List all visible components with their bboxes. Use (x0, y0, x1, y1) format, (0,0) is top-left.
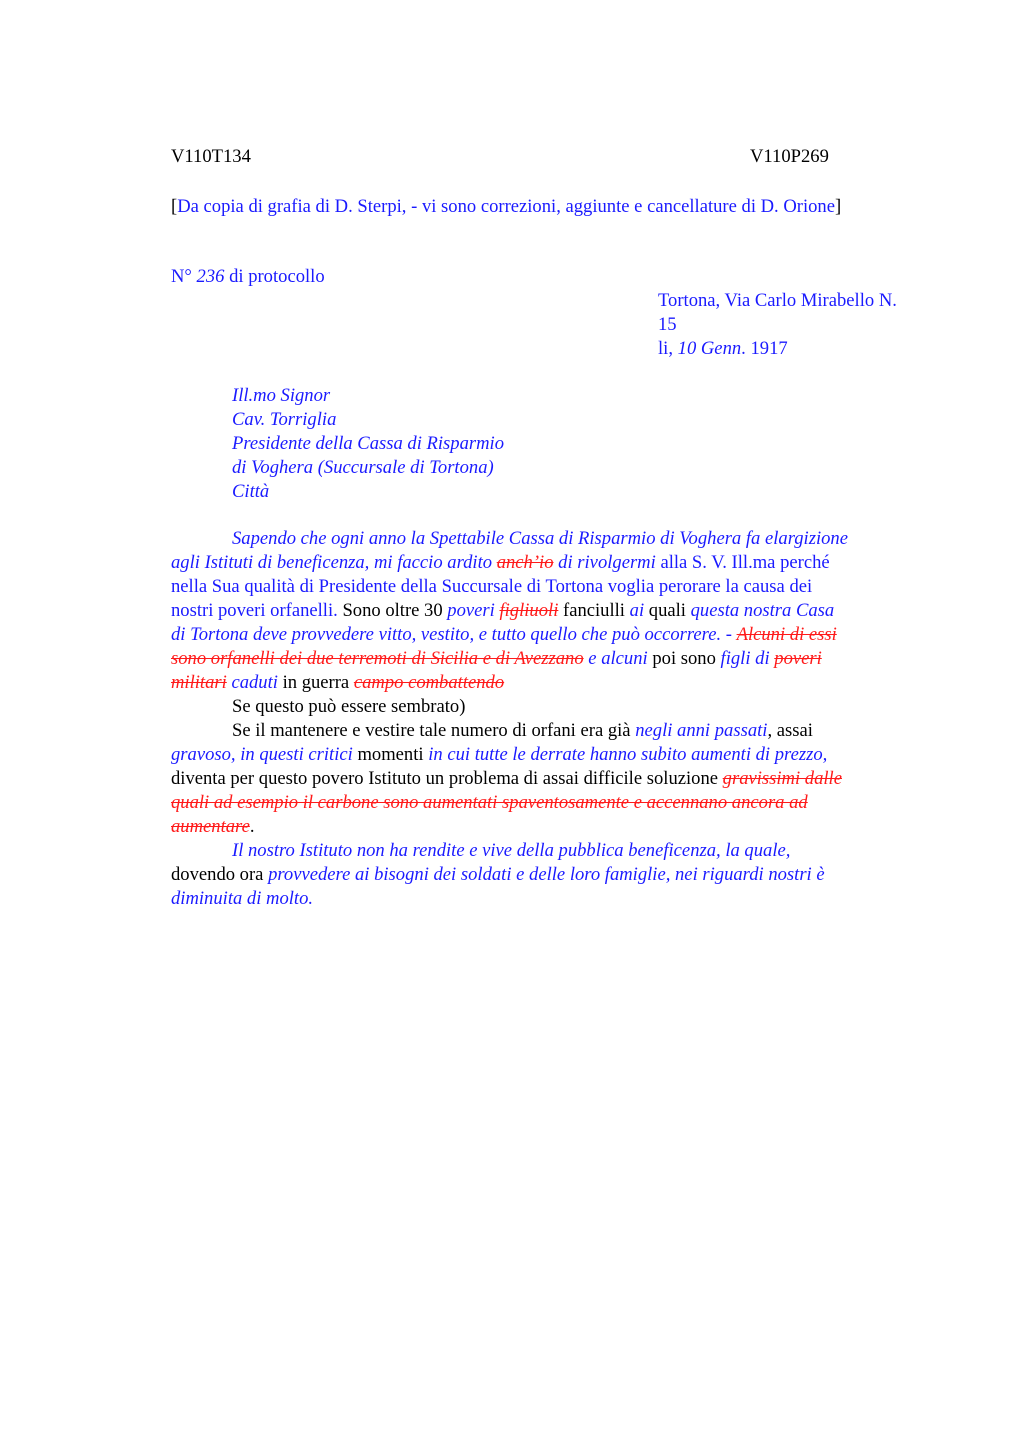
p1-line-4 (171, 599, 834, 623)
p3-line-3 (171, 767, 842, 791)
p4-l2-a: dovendo ora (171, 864, 264, 885)
p1-l4-g: questa nostra Casa (690, 600, 835, 621)
recipient-line-1: Ill.mo Signor (232, 385, 331, 406)
p3-l3-deleted: gravissimi dalle (722, 768, 842, 789)
p3-line-1 (232, 719, 813, 743)
p1-l7-deleted-2: campo combattendo (353, 672, 505, 693)
p1-l7-deleted: militari (171, 672, 227, 693)
date-line (658, 337, 897, 361)
p3-line-4 (171, 791, 808, 815)
p1-l6-deleted-2: poveri (774, 648, 822, 669)
p1-l7-a: caduti (231, 672, 278, 693)
source-note (171, 196, 841, 218)
p1-l6-deleted: sono orfanelli dei due terremoti di Sicilia e di Avezzano (171, 648, 584, 669)
p1-line-3: nella Sua qualità di Presidente della Succursale di Tortona voglia perorare la causa dei (171, 576, 813, 597)
recipient-line-3: Presidente della Cassa di Risparmio (232, 433, 505, 454)
recipient-line-5: Città (232, 481, 270, 502)
p1-l6-a: e alcuni (588, 648, 648, 669)
p4-line-2 (171, 863, 825, 887)
p1-l6-b: poi sono (652, 648, 716, 669)
address-line-2: 15 (658, 314, 677, 335)
right-code: V110P269 (750, 146, 829, 167)
p1-line-5 (171, 623, 837, 647)
p3-l1-b: negli anni passati (635, 720, 768, 741)
left-code: V110T134 (171, 146, 251, 167)
p1-line-7 (171, 671, 504, 695)
p2-line-1: Se questo può essere sembrato) (232, 696, 466, 717)
p1-line-6 (171, 647, 822, 671)
p1-line-2 (171, 551, 830, 575)
p3-l2-b: momenti (357, 744, 424, 765)
p4-line-3: diminuita di molto. (171, 888, 314, 909)
p3-l2-c: in cui tutte le derrate hanno subito aumenti di prezzo, (428, 744, 828, 765)
p3-l5-a: . (249, 816, 255, 837)
p1-l4-b: Sono oltre 30 (342, 600, 443, 621)
p1-l2-a: agli Istituti di beneficenza, mi faccio ardito (171, 552, 493, 573)
source-note-text: Da copia di grafia di D. Sterpi, - vi sono correzioni, aggiunte e cancellature di D. Orione (177, 196, 835, 217)
recipient-line-4: di Voghera (Succursale di Tortona) (232, 457, 494, 478)
date-year: . 1917 (741, 338, 788, 359)
p1-l4-a: nostri poveri orfanelli. (171, 600, 338, 621)
p1-l4-c: poveri (447, 600, 495, 621)
p3-l3-a: diventa per questo povero Istituto un problema di assai difficile soluzione (171, 768, 719, 789)
p3-line-5 (171, 815, 255, 839)
p3-l5-deleted: aumentare (171, 816, 250, 837)
p1-l7-b: in guerra (282, 672, 350, 693)
p1-line-1: Sapendo che ogni anno la Spettabile Cassa di Risparmio di Voghera fa elargizione (232, 528, 848, 549)
address-block (658, 289, 897, 361)
p1-l5-a: di Tortona deve provvedere vitto, vestito, e tutto quello che può occorrere. - (171, 624, 732, 645)
p1-l6-c: figli di (720, 648, 770, 669)
p1-l5-deleted: Alcuni di essi (736, 624, 837, 645)
p1-l2-deleted: anch’io (496, 552, 554, 573)
p1-l4-deleted: figliuoli (499, 600, 559, 621)
open-bracket: [ (171, 196, 178, 217)
p1-l4-d: fanciulli (563, 600, 625, 621)
p1-l2-b: di rivolgermi (558, 552, 656, 573)
p3-l2-a: gravoso, in questi critici (171, 744, 353, 765)
protocol-suffix: di protocollo (229, 266, 325, 287)
p1-l4-f: quali (648, 600, 686, 621)
address-line-1: Tortona, Via Carlo Mirabello N. (658, 290, 897, 311)
p1-l2-c: alla S. V. Ill.ma perché (660, 552, 830, 573)
protocol-line (171, 266, 325, 288)
p3-l1-a: Se il mantenere e vestire tale numero di orfani era già (232, 720, 631, 741)
p3-line-2 (171, 743, 827, 767)
date-day-month: 10 Genn (677, 338, 742, 359)
p4-l2-b: provvedere ai bisogni dei soldati e delle loro famiglie, nei riguardi nostri è (268, 864, 825, 885)
protocol-prefix: N° (171, 266, 192, 287)
close-bracket: ] (834, 196, 842, 217)
protocol-number: 236 (196, 266, 225, 287)
recipient-line-2: Cav. Torriglia (232, 409, 337, 430)
p1-l4-e: ai (629, 600, 645, 621)
p3-l1-c: , assai (767, 720, 813, 741)
recipient-block (232, 384, 504, 504)
p3-l4-deleted: quali ad esempio il carbone sono aumentati spaventosamente e accennano ancora ad (171, 792, 808, 813)
p4-line-1: Il nostro Istituto non ha rendite e vive della pubblica beneficenza, la quale, (232, 840, 791, 861)
date-prefix: li, (658, 338, 673, 359)
